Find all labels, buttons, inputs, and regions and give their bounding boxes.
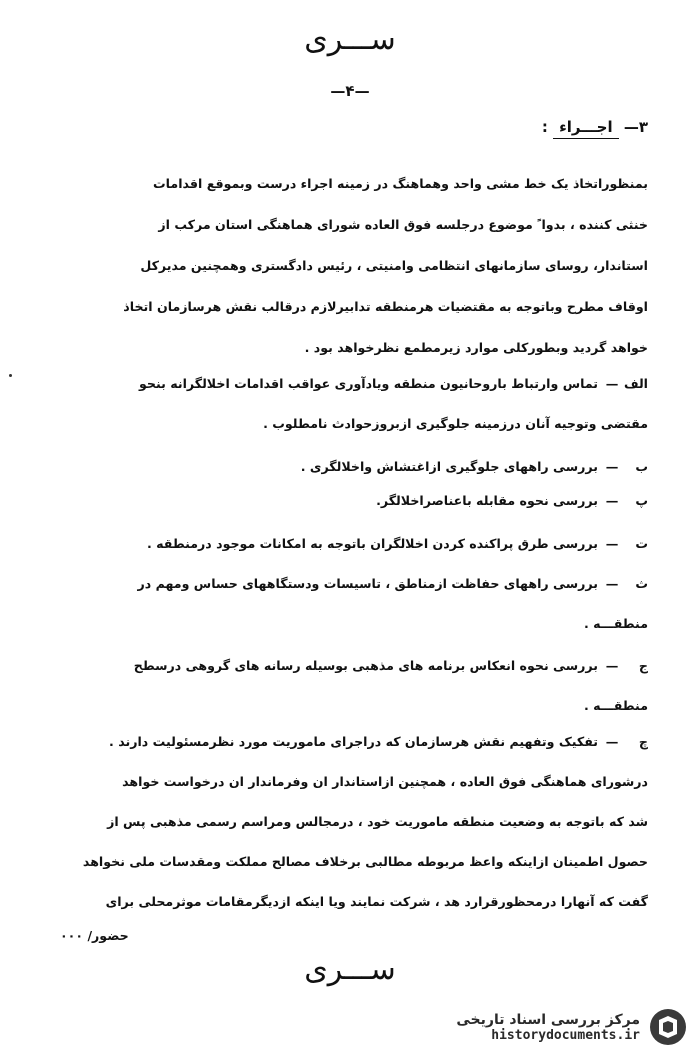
watermark-title: مرکز بررسی اسناد تاریخی: [456, 1011, 640, 1028]
paragraph-line: خنثی کننده ، بدوا ً موضوع درجلسه فوق العاده شورای هماهنگی استان مرکب از: [158, 217, 648, 232]
list-item-alef: [52, 364, 648, 444]
item-text: بررسی راههای جلوگیری ازاغتشاش واخلالگری .: [300, 459, 598, 474]
paragraph-line: بمنظوراتخاذ یک خط مشی واحد وهماهنگ در زمینه اجراء درست وبموقع اقدامات: [153, 176, 648, 191]
page-number: —۴—: [330, 82, 370, 100]
intro-paragraph: [52, 163, 648, 368]
item-dash: —: [605, 493, 619, 508]
item-text-continued: گفت که آنهارا درمحظورقرارد هد ، شرکت نمایند ویا اینکه ازدیگرمقامات موثرمحلی برای: [105, 894, 648, 909]
list-item-jim: [52, 646, 648, 726]
item-text: تفکیک وتفهیم نقش هرسازمان که دراجرای ماموریت مورد نظرمسئولیت دارند .: [109, 734, 598, 749]
item-text-continued: حصول اطمینان ازاینکه واعظ مربوطه مطالبی برخلاف مصالح مملکت ومقدسات ملی نخواهد: [82, 854, 648, 869]
section-colon: :: [541, 118, 548, 136]
item-letter: ج: [638, 658, 648, 673]
classification-footer: ســـرى: [304, 952, 396, 987]
item-text-continued: مقتضی وتوجیه آنان درزمینه جلوگیری ازبروزحوادث نامطلوب .: [263, 416, 648, 431]
item-letter: ث: [635, 576, 648, 591]
paragraph-line: خواهد گردید وبطورکلی موارد زیرمطمع نظرخواهد بود .: [304, 340, 648, 355]
section-number: ۳—: [623, 118, 648, 136]
item-dash: —: [605, 734, 619, 749]
list-item-che: [52, 722, 648, 922]
item-text: بررسی طرق پراکنده کردن اخلالگران باتوجه به امکانات موجود درمنطقه .: [146, 536, 598, 551]
continuation-note: حضور/ ۰۰۰: [60, 928, 129, 943]
archive-logo-icon: [648, 1007, 688, 1047]
list-item-pe: [52, 481, 648, 521]
item-dash: —: [605, 459, 619, 474]
item-dash: —: [605, 576, 619, 591]
item-text: بررسی نحوه انعکاس برنامه های مذهبی بوسیله رسانه های گروهی درسطح: [133, 658, 598, 673]
item-letter: پ: [635, 493, 648, 508]
item-text-continued: منطقـــه .: [584, 616, 648, 631]
item-text-continued: درشورای هماهنگی فوق العاده ، همچنین ازاستاندار ان وفرماندار ان درخواست خواهد: [122, 774, 648, 789]
list-item-se: [52, 564, 648, 644]
item-text: تماس وارتباط باروحانیون منطقه ویادآوری عواقب اقدامات اخلالگرانه بنحو: [139, 376, 598, 391]
item-dash: —: [605, 536, 619, 551]
margin-mark: [9, 374, 12, 377]
paragraph-line: استاندار، روسای سازمانهای انتظامی وامنیتی ، رئیس دادگستری وهمچنین مدیرکل: [140, 258, 648, 273]
item-text: بررسی نحوه مقابله باعناصراخلالگر.: [376, 493, 598, 508]
item-letter: چ: [638, 734, 648, 749]
item-text-continued: شد که باتوجه به وضعیت منطقه ماموریت خود ، درمجالس ومراسم رسمی مذهبی پس از: [107, 814, 648, 829]
item-text-continued: منطقـــه .: [584, 698, 648, 713]
watermark-url: historydocuments.ir: [491, 1027, 640, 1043]
section-heading: [542, 118, 648, 136]
item-dash: —: [605, 376, 619, 391]
item-letter: الف: [623, 376, 648, 391]
item-letter: ت: [635, 536, 648, 551]
list-item-te: [52, 524, 648, 564]
item-dash: —: [605, 658, 619, 673]
archive-watermark: [456, 1007, 688, 1047]
paragraph-line: اوقاف مطرح وباتوجه به مقتضیات هرمنطقه تدابیرلازم درقالب نقش هرسازمان اتخاذ: [123, 299, 648, 314]
classification-header: ســـرى: [304, 22, 396, 57]
item-text: بررسی راههای حفاظت ازمناطق ، تاسیسات ودستگاههای حساس ومهم در: [137, 576, 598, 591]
item-letter: ب: [635, 459, 648, 474]
section-title: اجـــراء: [553, 118, 618, 139]
